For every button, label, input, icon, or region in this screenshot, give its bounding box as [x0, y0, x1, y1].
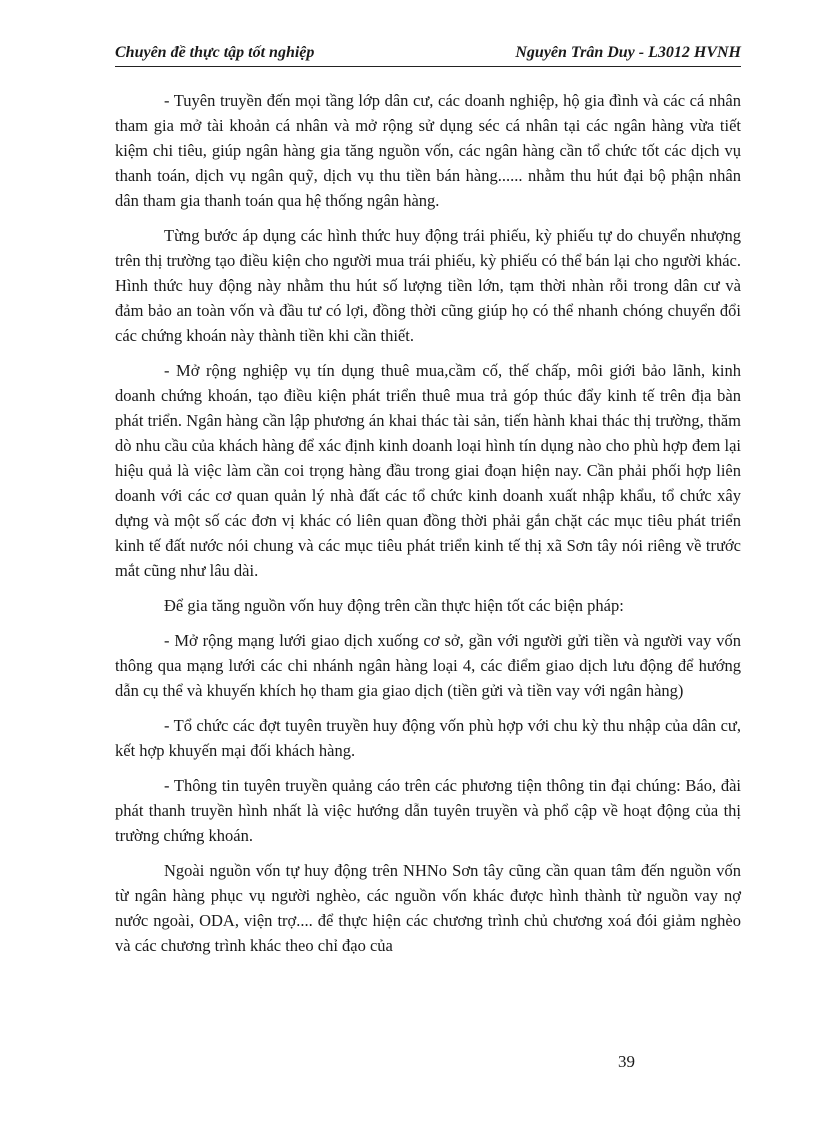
paragraph: - Thông tin tuyên truyền quảng cáo trên các phương tiện thông tin đại chúng: Báo, đài phát thanh truyền hình nhất là việc hướng dẫn tuyên truyền và phổ cập về hoạt động của thị trường chứng khoán. [115, 776, 741, 845]
paragraph: Từng bước áp dụng các hình thức huy động trái phiếu, kỳ phiếu tự do chuyển nhượng trên thị trường tạo điều kiện cho người mua trái phiếu, kỳ phiếu có thể bán lại cho người khác. Hình thức huy động này nhằm thu hút số lượng tiền lớn, tạm thời nhàn rỗi trong dân cư và đảm bảo an toàn vốn và đầu tư có lợi, đồng thời cũng giúp họ có thể nhanh chóng chuyển đổi các chứng khoán này thành tiền khi cần thiết. [115, 226, 741, 345]
page-header [115, 44, 741, 67]
paragraph: Để gia tăng nguồn vốn huy động trên cần thực hiện tốt các biện pháp: [164, 596, 624, 615]
header-document-title: Chuyên đề thực tập tốt nghiệp [115, 44, 315, 61]
paragraph: - Tổ chức các đợt tuyên truyền huy động vốn phù hợp với chu kỳ thu nhập của dân cư, kết hợp khuyến mại đối khách hàng. [115, 716, 741, 760]
header-author: Nguyên Trân Duy - L3012 HVNH [515, 44, 741, 61]
paragraph: - Mở rộng mạng lưới giao dịch xuống cơ sở, gần với người gửi tiền và người vay vốn thông qua mạng lưới các chi nhánh ngân hàng loại 4, các điểm giao dịch lưu động để hướng dẫn cụ thể và khuyến khích họ tham gia giao dịch (tiền gửi và tiền vay với ngân hàng) [115, 631, 741, 700]
paragraph: Ngoài nguồn vốn tự huy động trên NHNo Sơn tây cũng cần quan tâm đến nguồn vốn từ ngân hàng phục vụ người nghèo, các nguồn vốn khác được hình thành từ nguồn vay nợ nước ngoài, ODA, viện trợ.... để thực hiện các chương trình chủ chương xoá đói giảm nghèo và các chương trình khác theo chỉ đạo của [115, 861, 741, 955]
page-body [115, 88, 741, 968]
page-number: 39 [618, 1052, 635, 1071]
paragraph: - Tuyên truyền đến mọi tầng lớp dân cư, các doanh nghiệp, hộ gia đình và các cá nhân tham gia mở tài khoản cá nhân và mở rộng sử dụng séc cá nhân tại các ngân hàng vừa tiết kiệm chi tiêu, giúp ngân hàng gia tăng nguồn vốn, các ngân hàng cần tổ chức tốt các dịch vụ thanh toán, dịch vụ ngân quỹ, dịch vụ thu tiền bán hàng...... nhằm thu hút đại bộ phận nhân dân tham gia thanh toán qua hệ thống ngân hàng. [115, 91, 741, 210]
paragraph: - Mở rộng nghiệp vụ tín dụng thuê mua,cầm cố, thế chấp, môi giới bảo lãnh, kinh doanh chứng khoán, tạo điều kiện phát triển thuê mua trả góp thúc đẩy kinh tế trên địa bàn phát triển. Ngân hàng cần lập phương án khai thác tài sản, tiến hành khai thác thị trường, thăm dò nhu cầu của khách hàng để xác định kinh doanh loại hình tín dụng nào cho phù hợp đem lại hiệu quả là việc làm cần coi trọng hàng đầu trong giai đoạn hiện nay. Cần phải phối hợp liên doanh với các cơ quan quản lý nhà đất các tổ chức kinh doanh xuất nhập khẩu, tổ chức xây dựng và một số các đơn vị khác có liên quan đồng thời phải gắn chặt các mục tiêu phát triển kinh tế đất nước nói chung và các mục tiêu phát triển kinh tế thị xã Sơn tây nói riêng về trước mắt cũng như lâu dài. [115, 361, 741, 580]
